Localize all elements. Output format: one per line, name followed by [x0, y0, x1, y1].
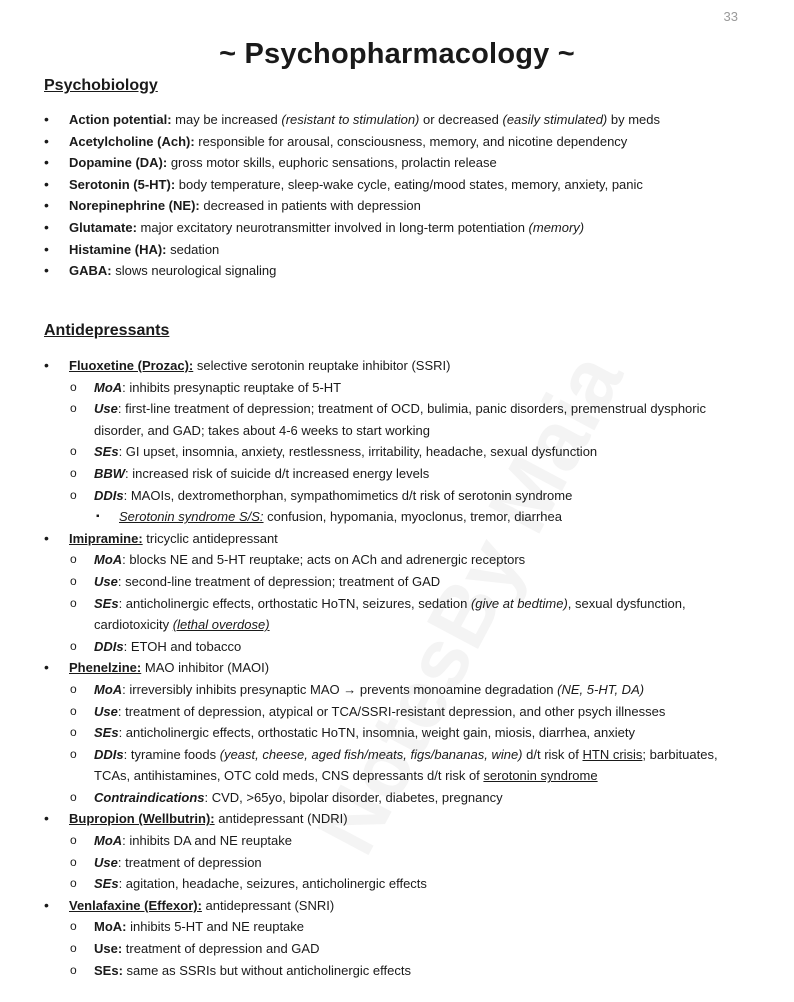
detail-text: : inhibits DA and NE reuptake [122, 833, 292, 849]
detail-label: Use [94, 573, 118, 589]
detail-item [0, 938, 720, 960]
detail-text: : increased risk of suicide d/t increased energy levels [125, 465, 430, 481]
note-text: (resistant to stimulation) [281, 112, 420, 127]
detail-text: confusion, hypomania, myoclonus, tremor, diarrhea [263, 509, 562, 525]
detail-item [0, 593, 720, 636]
section-heading-antidepressants: Antidepressants [44, 322, 170, 339]
detail-label: Use [94, 401, 118, 417]
sub-detail-item [0, 506, 719, 528]
list-item [0, 217, 709, 239]
detail-text: : anticholinergic effects, orthostatic HoTN, insomnia, weight gain, miosis, diarrhea, anxiety [118, 725, 635, 741]
detail-text: : blocks NE and 5-HT reuptake; acts on ACh and adrenergic receptors [122, 552, 526, 568]
detail-text: : treatment of depression, atypical or TCA/SSRI-resistant depression, and other psych illnesses [117, 703, 666, 719]
list-item [0, 131, 709, 153]
detail-item [0, 722, 720, 744]
detail-item [0, 960, 720, 982]
detail-label: BBW [94, 465, 126, 481]
detail-item [0, 463, 720, 485]
detail-label: Use [94, 703, 118, 719]
detail-label: SEs [94, 876, 119, 892]
definition-text: sedation [166, 241, 220, 257]
detail-label: DDIs [94, 746, 124, 762]
term: Glutamate: [69, 219, 137, 235]
note-text: (easily stimulated) [502, 112, 608, 127]
detail-item [0, 485, 720, 507]
detail-text: , sexual dysfunction, cardiotoxicity [94, 595, 686, 633]
detail-label: SEs [94, 725, 119, 741]
note-text: (give at bedtime) [470, 595, 568, 611]
list-item [0, 109, 709, 131]
detail-text: ; barbituates, TCAs, antihistamines, OTC cold meds, CNS depressants d/t risk of [94, 746, 718, 784]
detail-label: Contraindications [94, 789, 205, 805]
section-heading-psychobiology: Psychobiology [44, 77, 158, 94]
list-item [0, 195, 709, 217]
detail-label: DDIs [94, 638, 124, 654]
definition-text: decreased in patients with depression [199, 198, 421, 214]
list-item [0, 260, 709, 282]
detail-item [0, 852, 720, 874]
detail-text: : agitation, headache, seizures, anticholinergic effects [118, 876, 427, 892]
page-title: ~ Psychopharmacology ~ [219, 38, 575, 70]
psychobiology-list [0, 109, 709, 282]
term: Histamine (HA): [69, 241, 167, 257]
definition-text: responsible for arousal, consciousness, memory, and nicotine dependency [194, 133, 628, 149]
term: GABA: [69, 263, 112, 279]
term: Serotonin (5-HT): [69, 176, 176, 192]
drug-imipramine [0, 528, 709, 550]
drug-fluoxetine [0, 355, 709, 377]
detail-item [0, 636, 720, 658]
detail-item [0, 744, 720, 787]
detail-text: : treatment of depression [117, 854, 262, 870]
detail-label: SEs: [94, 962, 123, 978]
definition-text: body temperature, sleep-wake cycle, eating/mood states, memory, anxiety, panic [175, 176, 643, 192]
drug-name: Bupropion (Wellbutrin): [69, 811, 215, 827]
detail-item [0, 377, 720, 399]
term: Acetylcholine (Ach): [69, 133, 195, 149]
term: Norepinephrine (NE): [69, 198, 200, 214]
detail-text: : GI upset, insomnia, anxiety, restlessness, irritability, headache, sexual dysfunction [118, 444, 598, 460]
detail-item [0, 679, 720, 701]
detail-item [0, 873, 720, 895]
detail-text: : CVD, >65yo, bipolar disorder, diabetes, pregnancy [204, 789, 503, 805]
emphasis-text: serotonin syndrome [483, 768, 598, 784]
drug-name: Fluoxetine (Prozac): [69, 358, 194, 373]
list-item [0, 174, 709, 196]
note-text: (NE, 5-HT, DA) [557, 681, 645, 697]
detail-label: MoA [94, 379, 123, 395]
detail-text: : anticholinergic effects, orthostatic HoTN, seizures, sedation [118, 595, 471, 611]
drug-class: antidepressant (SNRI) [201, 897, 335, 913]
emphasis-text: HTN crisis [582, 746, 643, 762]
drug-class: selective serotonin reuptake inhibitor (SSRI) [193, 358, 451, 373]
drug-name: Imipramine: [69, 530, 143, 546]
detail-item [0, 571, 720, 593]
detail-item [0, 441, 720, 463]
drug-phenelzine [0, 657, 709, 679]
detail-label: MoA [94, 833, 123, 849]
drug-class: antidepressant (NDRI) [214, 811, 348, 827]
detail-text: : tyramine foods [123, 746, 220, 762]
definition-text: or decreased [419, 112, 503, 127]
detail-text: inhibits 5-HT and NE reuptake [126, 919, 305, 935]
detail-text: treatment of depression and GAD [122, 941, 320, 957]
note-text: (lethal overdose) [172, 617, 270, 633]
detail-label: Use [94, 854, 118, 870]
detail-item [0, 916, 720, 938]
definition-text: may be increased [171, 112, 282, 127]
drug-class: tricyclic antidepressant [142, 530, 278, 546]
detail-item [0, 398, 720, 441]
detail-label: MoA [94, 681, 123, 697]
list-item [0, 152, 709, 174]
definition-text: by meds [607, 112, 661, 127]
list-item [0, 239, 709, 261]
detail-text: : first-line treatment of depression; treatment of OCD, bulimia, panic disorders, premenstrual dysphoric disorder, and GAD; takes about 4-6 weeks to start working [94, 401, 706, 438]
drug-name: Venlafaxine (Effexor): [69, 897, 202, 913]
page-number: 33 [723, 9, 738, 24]
detail-label: SEs [94, 595, 119, 611]
note-text: (yeast, cheese, aged fish/meats, figs/bananas, wine) [219, 746, 523, 762]
term: Dopamine (DA): [69, 155, 168, 171]
drug-class: MAO inhibitor (MAOI) [141, 660, 270, 676]
detail-item [0, 830, 720, 852]
detail-label: MoA: [94, 919, 127, 935]
detail-label: MoA [94, 552, 123, 568]
detail-item [0, 787, 720, 809]
note-text: (memory) [528, 219, 585, 235]
drug-venlafaxine [0, 895, 709, 917]
detail-text: : second-line treatment of depression; treatment of GAD [117, 573, 441, 589]
detail-label: DDIs [94, 487, 124, 503]
detail-item [0, 701, 720, 723]
definition-text: major excitatory neurotransmitter involved in long-term potentiation [136, 219, 529, 235]
detail-text: : irreversibly inhibits presynaptic MAO → prevents monoamine degradation [122, 681, 558, 697]
detail-item [0, 549, 720, 571]
drug-bupropion [0, 808, 709, 830]
detail-text: : MAOIs, dextromethorphan, sympathomimetics d/t risk of serotonin syndrome [123, 487, 573, 503]
drug-name: Phenelzine: [69, 660, 142, 676]
antidepressants-list [0, 355, 720, 981]
definition-text: slows neurological signaling [111, 263, 277, 279]
detail-text: : inhibits presynaptic reuptake of 5-HT [122, 379, 342, 395]
detail-text: same as SSRIs but without anticholinergic effects [122, 962, 411, 978]
detail-label: SEs [94, 444, 119, 460]
detail-label: Use: [94, 941, 123, 957]
definition-text: gross motor skills, euphoric sensations, prolactin release [167, 155, 497, 171]
term: Action potential: [69, 112, 172, 127]
detail-text: d/t risk of [522, 746, 583, 762]
detail-text: : ETOH and tobacco [123, 638, 242, 654]
detail-label: Serotonin syndrome S/S: [119, 509, 264, 525]
